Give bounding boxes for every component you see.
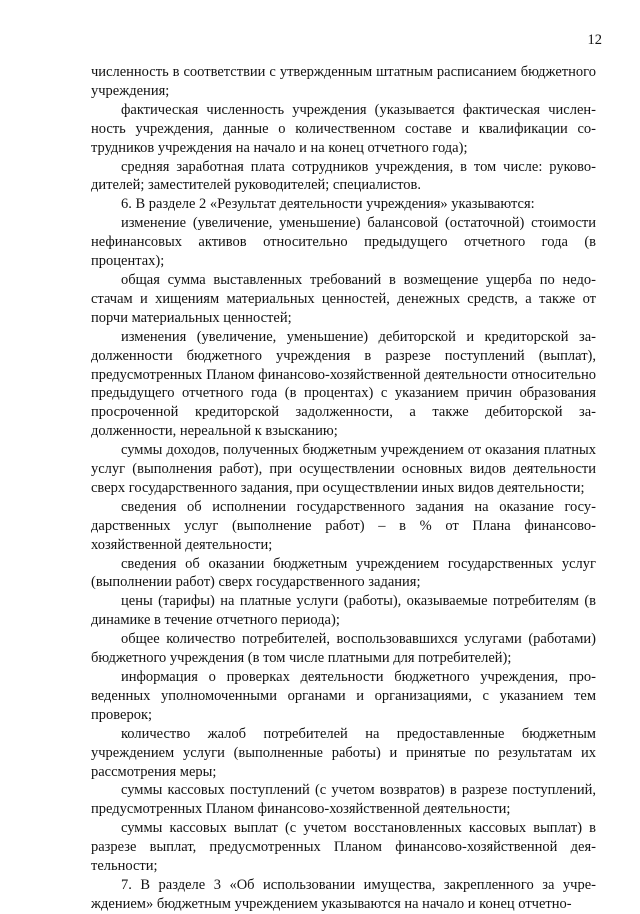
- paragraph-average-salary: средняя заработная плата сотрудников учреждения, в том числе: руководителей; заместителей руководителей; специалистов.: [91, 158, 596, 194]
- page-number: 12: [587, 32, 602, 48]
- paragraph-staff-count: численность в соответствии с утвержденным штатным расписанием бюджетного учреждения;: [91, 64, 596, 99]
- paragraph-inspections: информация о проверках деятельности бюджетного учреждения, проведенных уполномоченными органами и организациями, с указанием тем проверок;: [91, 669, 596, 723]
- paragraph-receivables-payables: изменения (увеличение, уменьшение) дебиторской и кредиторской задолженности бюджетного учреждения в разрезе поступлений (выплат), предусмотренных Планом финансово-хозяйственной деятельности относительно предыдущего отчетного года (в процентах) с указанием причин образования просроченной кредиторской задолженности, а также дебиторской задолженности, нереальной к взысканию;: [91, 328, 596, 440]
- paragraph-service-prices: цены (тарифы) на платные услуги (работы), оказываемые потребителям (в динамике в течение отчетного периода);: [91, 593, 596, 629]
- paragraph-paid-services-income: суммы доходов, полученных бюджетным учреждением от оказания платных услуг (выполнения работ), при осуществлении основных видов деятельности сверх государственного задания, при осуществлении иных видов деятельности;: [91, 442, 596, 496]
- paragraph-section-7: 7. В разделе 3 «Об использовании имущества, закрепленного за учреждением» бюджетным учреждением указываются на начало и конец отчетно-: [91, 876, 596, 912]
- paragraph-actual-staff: фактическая численность учреждения (указывается фактическая численность учреждения, данные о количественном составе и квалификации сотрудников учреждения на начало и на конец отчетного года);: [91, 101, 596, 156]
- paragraph-services-above-task: сведения об оказании бюджетным учреждением государственных услуг (выполнении работ) сверх государственного задания;: [91, 555, 596, 591]
- paragraph-section-6: 6. В разделе 2 «Результат деятельности учреждения» указываются:: [121, 196, 535, 213]
- paragraph-state-task-execution: сведения об исполнении государственного задания на оказание государственных услуг (выполнение работ) – в % от Плана финансово-хозяйственной деятельности;: [91, 498, 596, 553]
- document-body: [91, 63, 596, 914]
- paragraph-asset-value-change: изменение (увеличение, уменьшение) балансовой (остаточной) стоимости нефинансовых активов относительно предыдущего отчетного года (в процентах);: [91, 215, 596, 270]
- paragraph-cash-receipts: суммы кассовых поступлений (с учетом возвратов) в разрезе поступлений, предусмотренных Планом финансово-хозяйственной деятельности;: [91, 782, 596, 818]
- paragraph-complaints: количество жалоб потребителей на предоставленные бюджетным учреждением услуги (выполненные работы) и принятые по результатам их рассмотрения меры;: [91, 725, 596, 780]
- paragraph-damage-claims: общая сумма выставленных требований в возмещение ущерба по недостачам и хищениям материальных ценностей, денежных средств, а также от порчи материальных ценностей;: [91, 271, 596, 326]
- paragraph-cash-payments: суммы кассовых выплат (с учетом восстановленных кассовых выплат) в разрезе выплат, предусмотренных Планом финансово-хозяйственной деятельности;: [91, 820, 596, 875]
- paragraph-consumer-count: общее количество потребителей, воспользовавшихся услугами (работами) бюджетного учреждения (в том числе платными для потребителей);: [91, 631, 596, 667]
